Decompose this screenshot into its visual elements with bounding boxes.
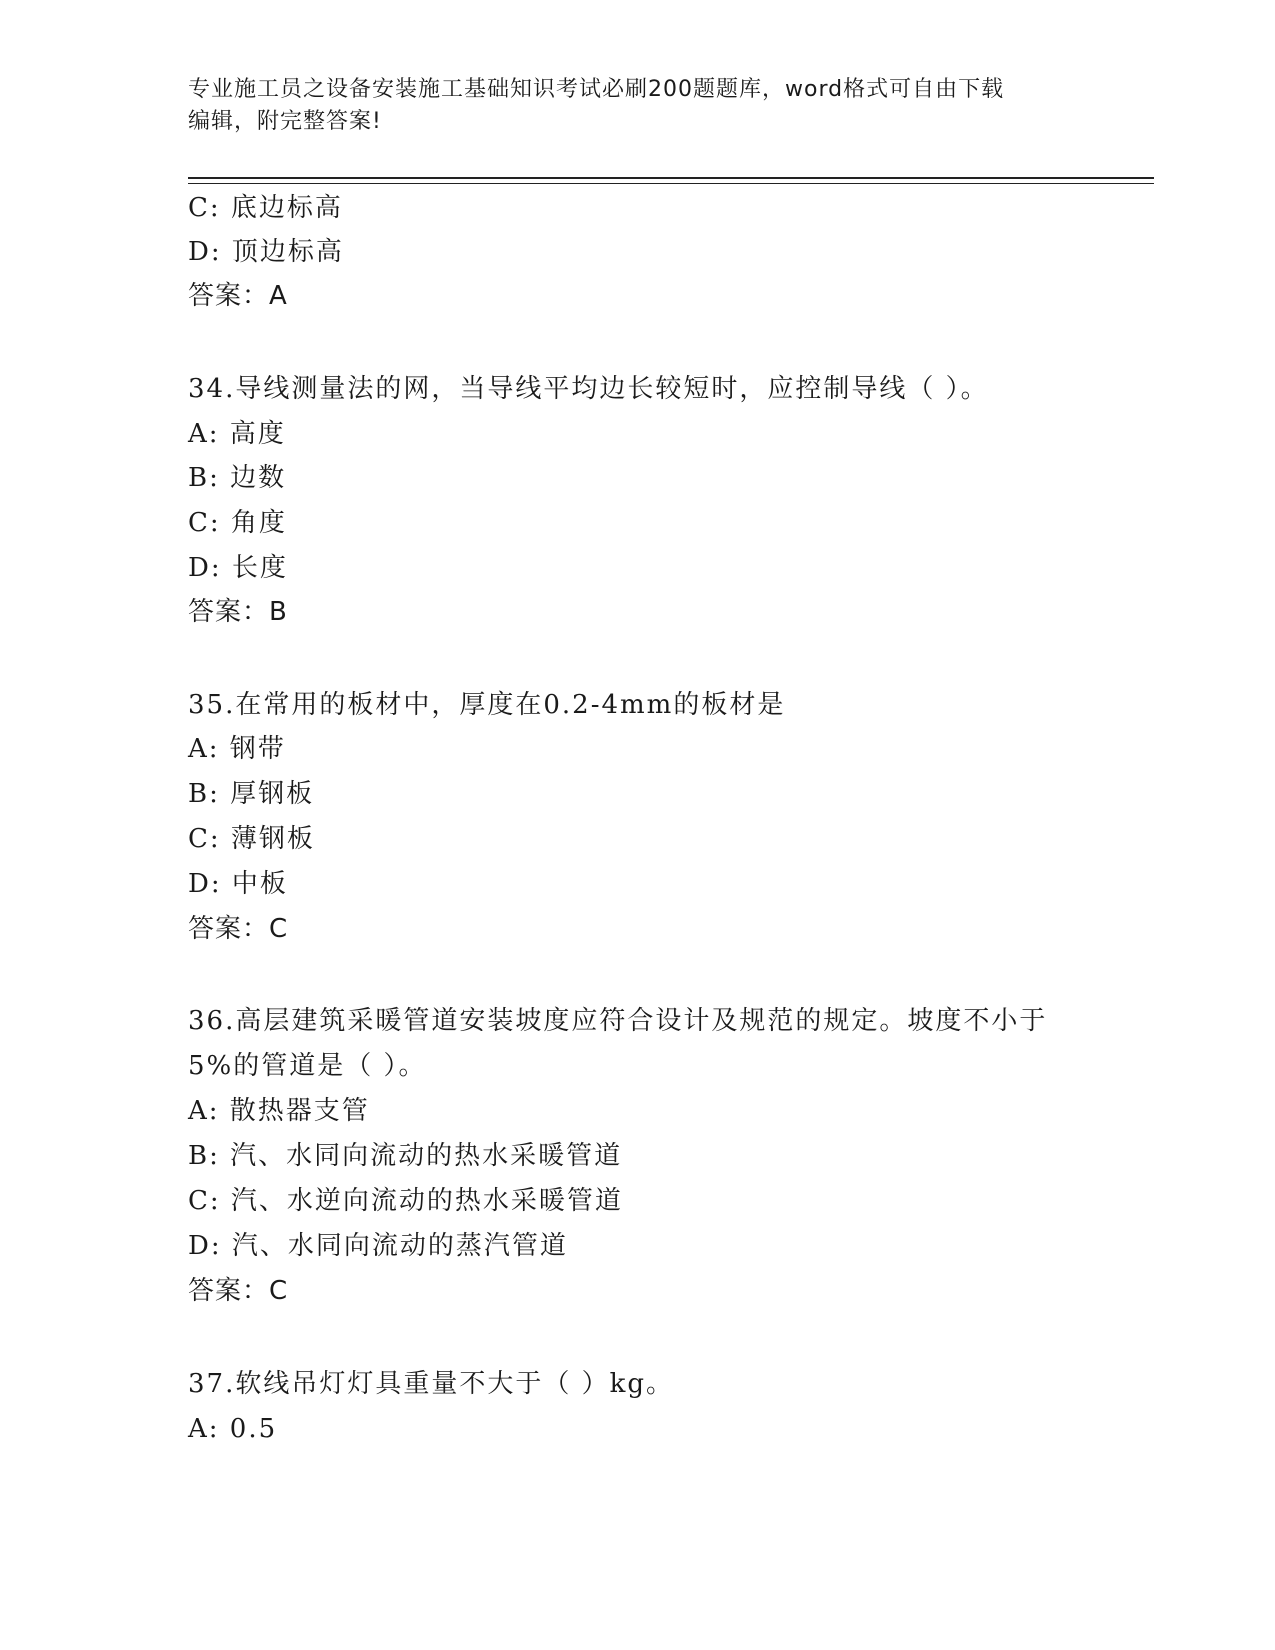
q35-question: 35.在常用的板材中，厚度在0.2-4mm的板材是 bbox=[188, 690, 786, 720]
q34-option-b: B: 边数 bbox=[188, 463, 287, 493]
q35-option-b: B: 厚钢板 bbox=[188, 779, 315, 809]
document-header bbox=[188, 74, 1068, 138]
q33-answer: 答案：A bbox=[188, 281, 288, 311]
q33-option-d: D: 顶边标高 bbox=[188, 237, 344, 267]
header-divider-thin bbox=[188, 183, 1154, 184]
q36-question-line-2: 5%的管道是（ ）。 bbox=[188, 1051, 427, 1081]
q34-answer: 答案：B bbox=[188, 597, 288, 627]
q36-answer: 答案：C bbox=[188, 1276, 289, 1306]
q36-question-line-1: 36.高层建筑采暖管道安装坡度应符合设计及规范的规定。坡度不小于 bbox=[188, 1006, 1048, 1036]
header-divider bbox=[188, 177, 1154, 179]
q36-option-a: A: 散热器支管 bbox=[188, 1096, 370, 1126]
q35-option-d: D: 中板 bbox=[188, 869, 288, 899]
header-title-line-2: 编辑，附完整答案! bbox=[188, 109, 382, 134]
q34-option-a: A: 高度 bbox=[188, 419, 286, 449]
q36-option-b: B: 汽、水同向流动的热水采暖管道 bbox=[188, 1141, 623, 1171]
q36-option-d: D: 汽、水同向流动的蒸汽管道 bbox=[188, 1231, 568, 1261]
q33-option-c: C: 底边标高 bbox=[188, 193, 343, 223]
q35-answer: 答案：C bbox=[188, 914, 289, 944]
header-title-line-1: 专业施工员之设备安装施工基础知识考试必刷200题题库，word格式可自由下载 bbox=[188, 77, 1005, 102]
q35-option-c: C: 薄钢板 bbox=[188, 824, 315, 854]
q36-option-c: C: 汽、水逆向流动的热水采暖管道 bbox=[188, 1186, 623, 1216]
q34-question: 34.导线测量法的网，当导线平均边长较短时，应控制导线（ ）。 bbox=[188, 374, 989, 404]
q34-option-d: D: 长度 bbox=[188, 553, 288, 583]
q34-option-c: C: 角度 bbox=[188, 508, 287, 538]
q37-option-a: A: 0.5 bbox=[188, 1414, 278, 1444]
q37-question: 37.软线吊灯灯具重量不大于（ ）kg。 bbox=[188, 1369, 675, 1399]
q35-option-a: A: 钢带 bbox=[188, 734, 286, 764]
